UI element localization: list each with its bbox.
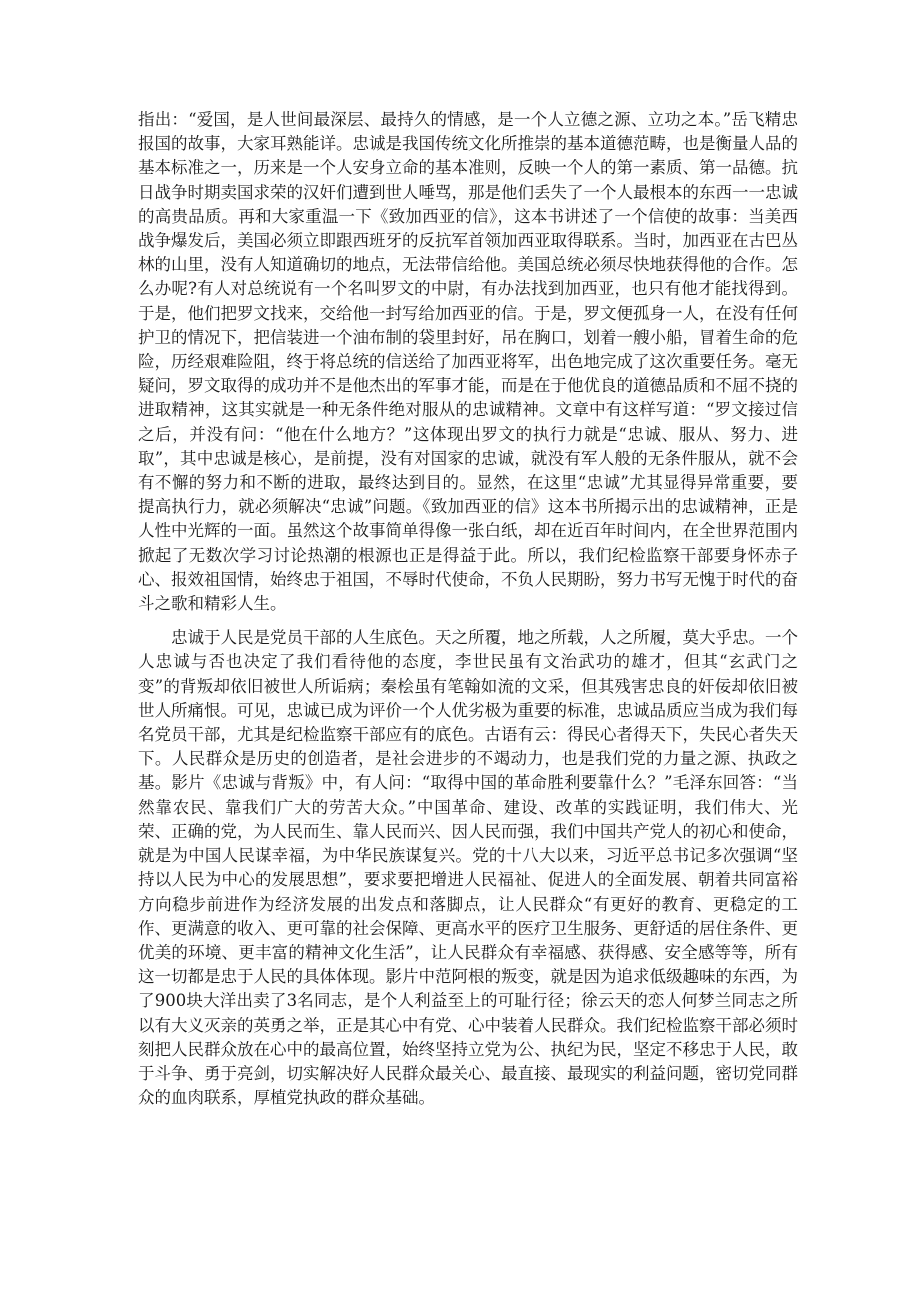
document-page [138, 108, 798, 1110]
body-paragraph-1: 指出：“爱国，是人世间最深层、最持久的情感，是一个人立德之源、立功之本。”岳飞精忠报国的故事，大家耳熟能详。忠诚是我国传统文化所推崇的基本道德范畴，也是衡量人品的基本标准之一，历来是一个人安身立命的基本准则，反映一个人的第一素质、第一品德。抗日战争时期卖国求荣的汉奸们遭到世人唾骂，那是他们丢失了一个人最根本的东西一一忠诚的高贵品质。再和大家重温一下《致加西亚的信》，这本书讲述了一个信使的故事：当美西战争爆发后，美国必须立即跟西班牙的反抗军首领加西亚取得联系。当时，加西亚在古巴丛林的山里，没有人知道确切的地点，无法带信给他。美国总统必须尽快地获得他的合作。怎么办呢?有人对总统说有一个名叫罗文的中尉，有办法找到加西亚，也只有他才能找得到。于是，他们把罗文找来，交给他一封写给加西亚的信。于是，罗文便孤身一人，在没有任何护卫的情况下，把信装进一个油布制的袋里封好，吊在胸口，划着一艘小船，冒着生命的危险，历经艰难险阻，终于将总统的信送给了加西亚将军，出色地完成了这次重要任务。毫无疑问，罗文取得的成功并不是他杰出的军事才能，而是在于他优良的道德品质和不屈不挠的进取精神，这其实就是一种无条件绝对服从的忠诚精神。文章中有这样写道：“罗文接过信之后，并没有问：“他在什么地方？”这体现出罗文的执行力就是“忠诚、服从、努力、进取”，其中忠诚是核心，是前提，没有对国家的忠诚，就没有军人般的无条件服从，就不会有不懈的努力和不断的进取，最终达到目的。显然，在这里“忠诚”尤其显得异常重要，要提高执行力，就必须解决“忠诚”问题。《致加西亚的信》这本书所揭示出的忠诚精神，正是人性中光辉的一面。虽然这个故事简单得像一张白纸，却在近百年时间内，在全世界范围内掀起了无数次学习讨论热潮的根源也正是得益于此。所以，我们纪检监察干部要身怀赤子心、报效祖国情，始终忠于祖国，不辱时代使命，不负人民期盼，努力书写无愧于时代的奋斗之歌和精彩人生。 [138, 110, 798, 614]
body-paragraph-2: 忠诚于人民是党员干部的人生底色。天之所覆，地之所载，人之所履，莫大乎忠。一个人忠诚与否也决定了我们看待他的态度，李世民虽有文治武功的雄才，但其“玄武门之变”的背叛却依旧被世人所诟病；秦桧虽有笔翰如流的文采，但其残害忠良的奸佞却依旧被世人所痛恨。可见，忠诚已成为评价一个人优劣极为重要的标准，忠诚品质应当成为我们每名党员干部，尤其是纪检监察干部应有的底色。古语有云：得民心者得天下，失民心者失天下。人民群众是历史的创造者，是社会进步的不竭动力，也是我们党的力量之源、执政之基。影片《忠诚与背叛》中，有人问：“取得中国的革命胜利要靠什么？”毛泽东回答：“当然靠农民、靠我们广大的劳苦大众。”中国革命、建设、改革的实践证明，我们伟大、光荣、正确的党，为人民而生、靠人民而兴、因人民而强，我们中国共产党人的初心和使命，就是为中国人民谋幸福，为中华民族谋复兴。党的十八大以来，习近平总书记多次强调“坚持以人民为中心的发展思想”，要求要把增进人民福祉、促进人的全面发展、朝着共同富裕方向稳步前进作为经济发展的出发点和落脚点，让人民群众“有更好的教育、更稳定的工作、更满意的收入、更可靠的社会保障、更高水平的医疗卫生服务、更舒适的居住条件、更优美的环境、更丰富的精神文化生活”，让人民群众有幸福感、获得感、安全感等等，所有这一切都是忠于人民的具体体现。影片中范阿根的叛变，就是因为追求低级趣味的东西，为了900块大洋出卖了3名同志，是个人利益至上的可耻行径；徐云天的恋人何梦兰同志之所以有大义灭亲的英勇之举，正是其心中有党、心中装着人民群众。我们纪检监察干部必须时刻把人民群众放在心中的最高位置，始终坚持立党为公、执纪为民，坚定不移忠于人民，敢于斗争、勇于亮剑，切实解决好人民群众最关心、最直接、最现实的利益问题，密切党同群众的血肉联系，厚植党执政的群众基础。 [138, 628, 798, 1108]
